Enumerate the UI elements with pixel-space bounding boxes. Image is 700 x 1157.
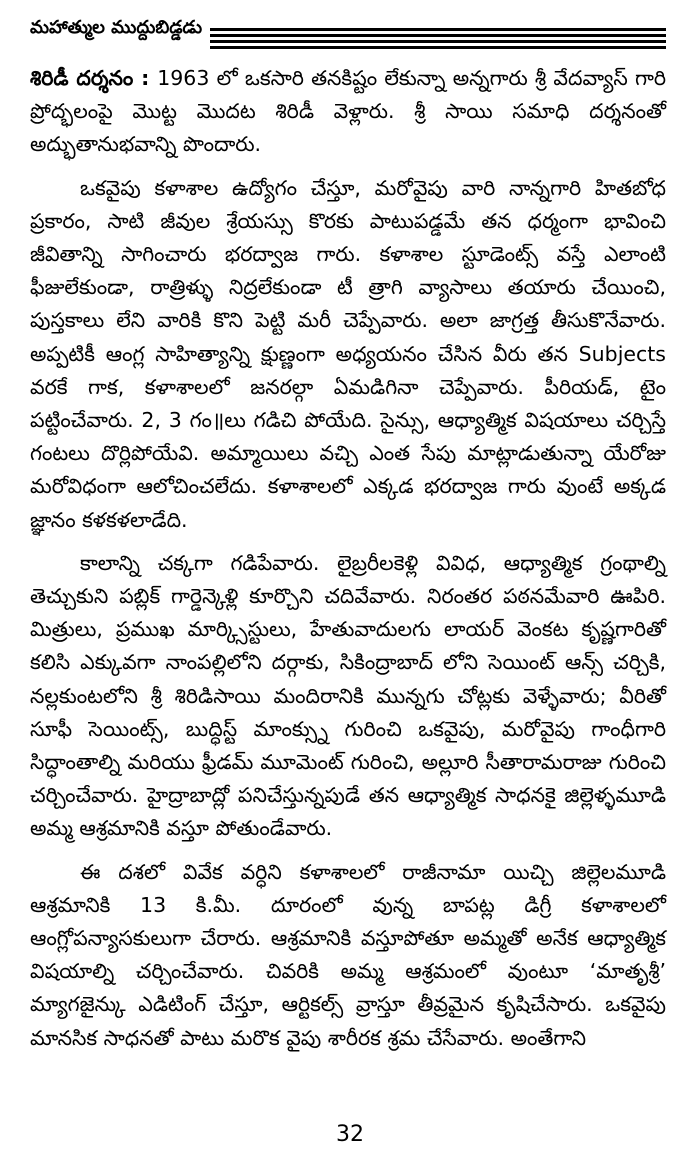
paragraph-bapatla-college: ఈ దశలో వివేక వర్ధిని కళాశాలలో రాజీనామా యిచ్చి జిల్లెలమూడి ఆశ్రమానికి 13 కి.మీ. దూరంలో వున్న బాపట్ల డిగ్రీ కళాశాలలో ఆంగ్లోపన్యాసకులుగా చేరారు. ఆశ్రమానికి వస్తూపోతూ అమ్మతో అనేక ఆధ్యాత్మిక విషయాల్ని చర్చించేవారు. చివరికి అమ్మ ఆశ్రమంలో వుంటూ ‘మాతృశ్రీ’ మ్యాగజైన్కు ఎడిటింగ్ చేస్తూ, ఆర్టికల్స్ వ్రాస్తూ తీవ్రమైన కృషిచేసారు. ఒకవైపు మానసిక సాధనతో పాటు మరొక వైపు శారీరక శ్రమ చేసేవారు. అంతేగాని [30,859,666,1050]
paragraph-shiridi-visit [30,62,666,162]
page-number: 32 [336,1122,364,1147]
header-rule [210,40,666,43]
page-body [30,62,666,1055]
paragraph-spending-time: కాలాన్ని చక్కగా గడిపేవారు. లైబ్రరీలకెళ్లి వివిధ, ఆధ్యాత్మిక గ్రంథాల్ని తెచ్చుకుని పబ్లిక్ గార్డెన్కెళ్లి కూర్చొని చదివేవారు. నిరంతర పఠనమేవారి ఊపిరి. మిత్రులు, ప్రముఖ మార్క్సిస్టులు, హేతువాదులగు లాయర్ వెంకట కృష్ణగారితో కలిసి ఎక్కువగా నాంపల్లిలోని దర్గాకు, సికింద్రాబాద్ లోని సెయింట్ ఆన్స్ చర్చికి, నల్లకుంటలోని శ్రీ శిరిడిసాయి మందిరానికి మున్నగు చోట్లకు వెళ్ళేవారు; వీరితో సూఫీ సెయింట్స్, బుద్ధిస్ట్ మాంక్స్ను గురించి ఒకవైపు, మరోవైపు గాంధీగారి సిద్ధాంతాల్ని మరియు ఫ్రీడమ్ మూమెంట్ గురించి, అల్లూరి సీతారామరాజు గురించి చర్చించేవారు. హైద్రాబాద్లో పనిచేస్తున్నపుడే తన ఆధ్యాత్మిక సాధనకై జిల్లెళ్ళమూడి అమ్మ ఆశ్రమానికి వస్తూ పోతుండేవారు. [30,550,666,841]
header-rule [210,28,666,31]
header-rule [210,46,666,49]
section-lead-heading: శిరిడీ దర్శనం : [30,66,158,90]
paragraph-text: 1963 లో ఒకసారి తనకిష్టం లేకున్నా అన్నగారు శ్రీ వేదవ్యాస్ గారి ప్రోద్భలంపై మొట్ట మొదట శిరిడీ వెళ్లారు. శ్రీ సాయి సమాధి దర్శనంతో అద్భుతానుభవాన్ని పొందారు. [30,66,666,157]
header-rules [210,12,666,49]
running-header [30,12,666,62]
paragraph-college-work: ఒకవైపు కళాశాల ఉద్యోగం చేస్తూ, మరోవైపు వారి నాన్నగారి హితబోధ ప్రకారం, సాటి జీవుల శ్రేయస్సు కొరకు పాటుపడ్డమే తన ధర్మంగా భావించి జీవితాన్ని సాగించారు భరద్వాజ గారు. కళాశాల స్టూడెంట్స్ వస్తే ఎలాంటి ఫీజులేకుండా, రాత్రిళ్ళు నిద్రలేకుండా టీ త్రాగి వ్యాసాలు తయారు చేయించి, పుస్తకాలు లేని వారికి కొని పెట్టి మరీ చెప్పేవారు. అలా జాగ్రత్త తీసుకొనేవారు. అప్పటికీ ఆంగ్ల సాహిత్యాన్ని క్షుణ్ణంగా అధ్యయనం చేసిన వీరు తన Subjects వరకే గాక, కళాశాలలో జనరల్గా ఏమడిగినా చెప్పేవారు. పీరియడ్, టైం పట్టించేవారు. 2, 3 గం॥లు గడిచి పోయేది. సైన్సు, ఆధ్యాత్మిక విషయాలు చర్చిస్తే గంటలు దొర్లిపోయేవి. అమ్మాయిలు వచ్చి ఎంత సేపు మాట్లాడుతున్నా యేరోజు మరోవిధంగా ఆలోచించలేదు. కళాశాలలో ఎక్కడ భరద్వాజ గారు వుంటే అక్కడ జ్ఞానం కళకళలాడేది. [30,175,666,532]
running-title: మహాత్ముల ముద్దుబిడ్డడు [30,17,203,38]
header-rule [210,34,666,37]
